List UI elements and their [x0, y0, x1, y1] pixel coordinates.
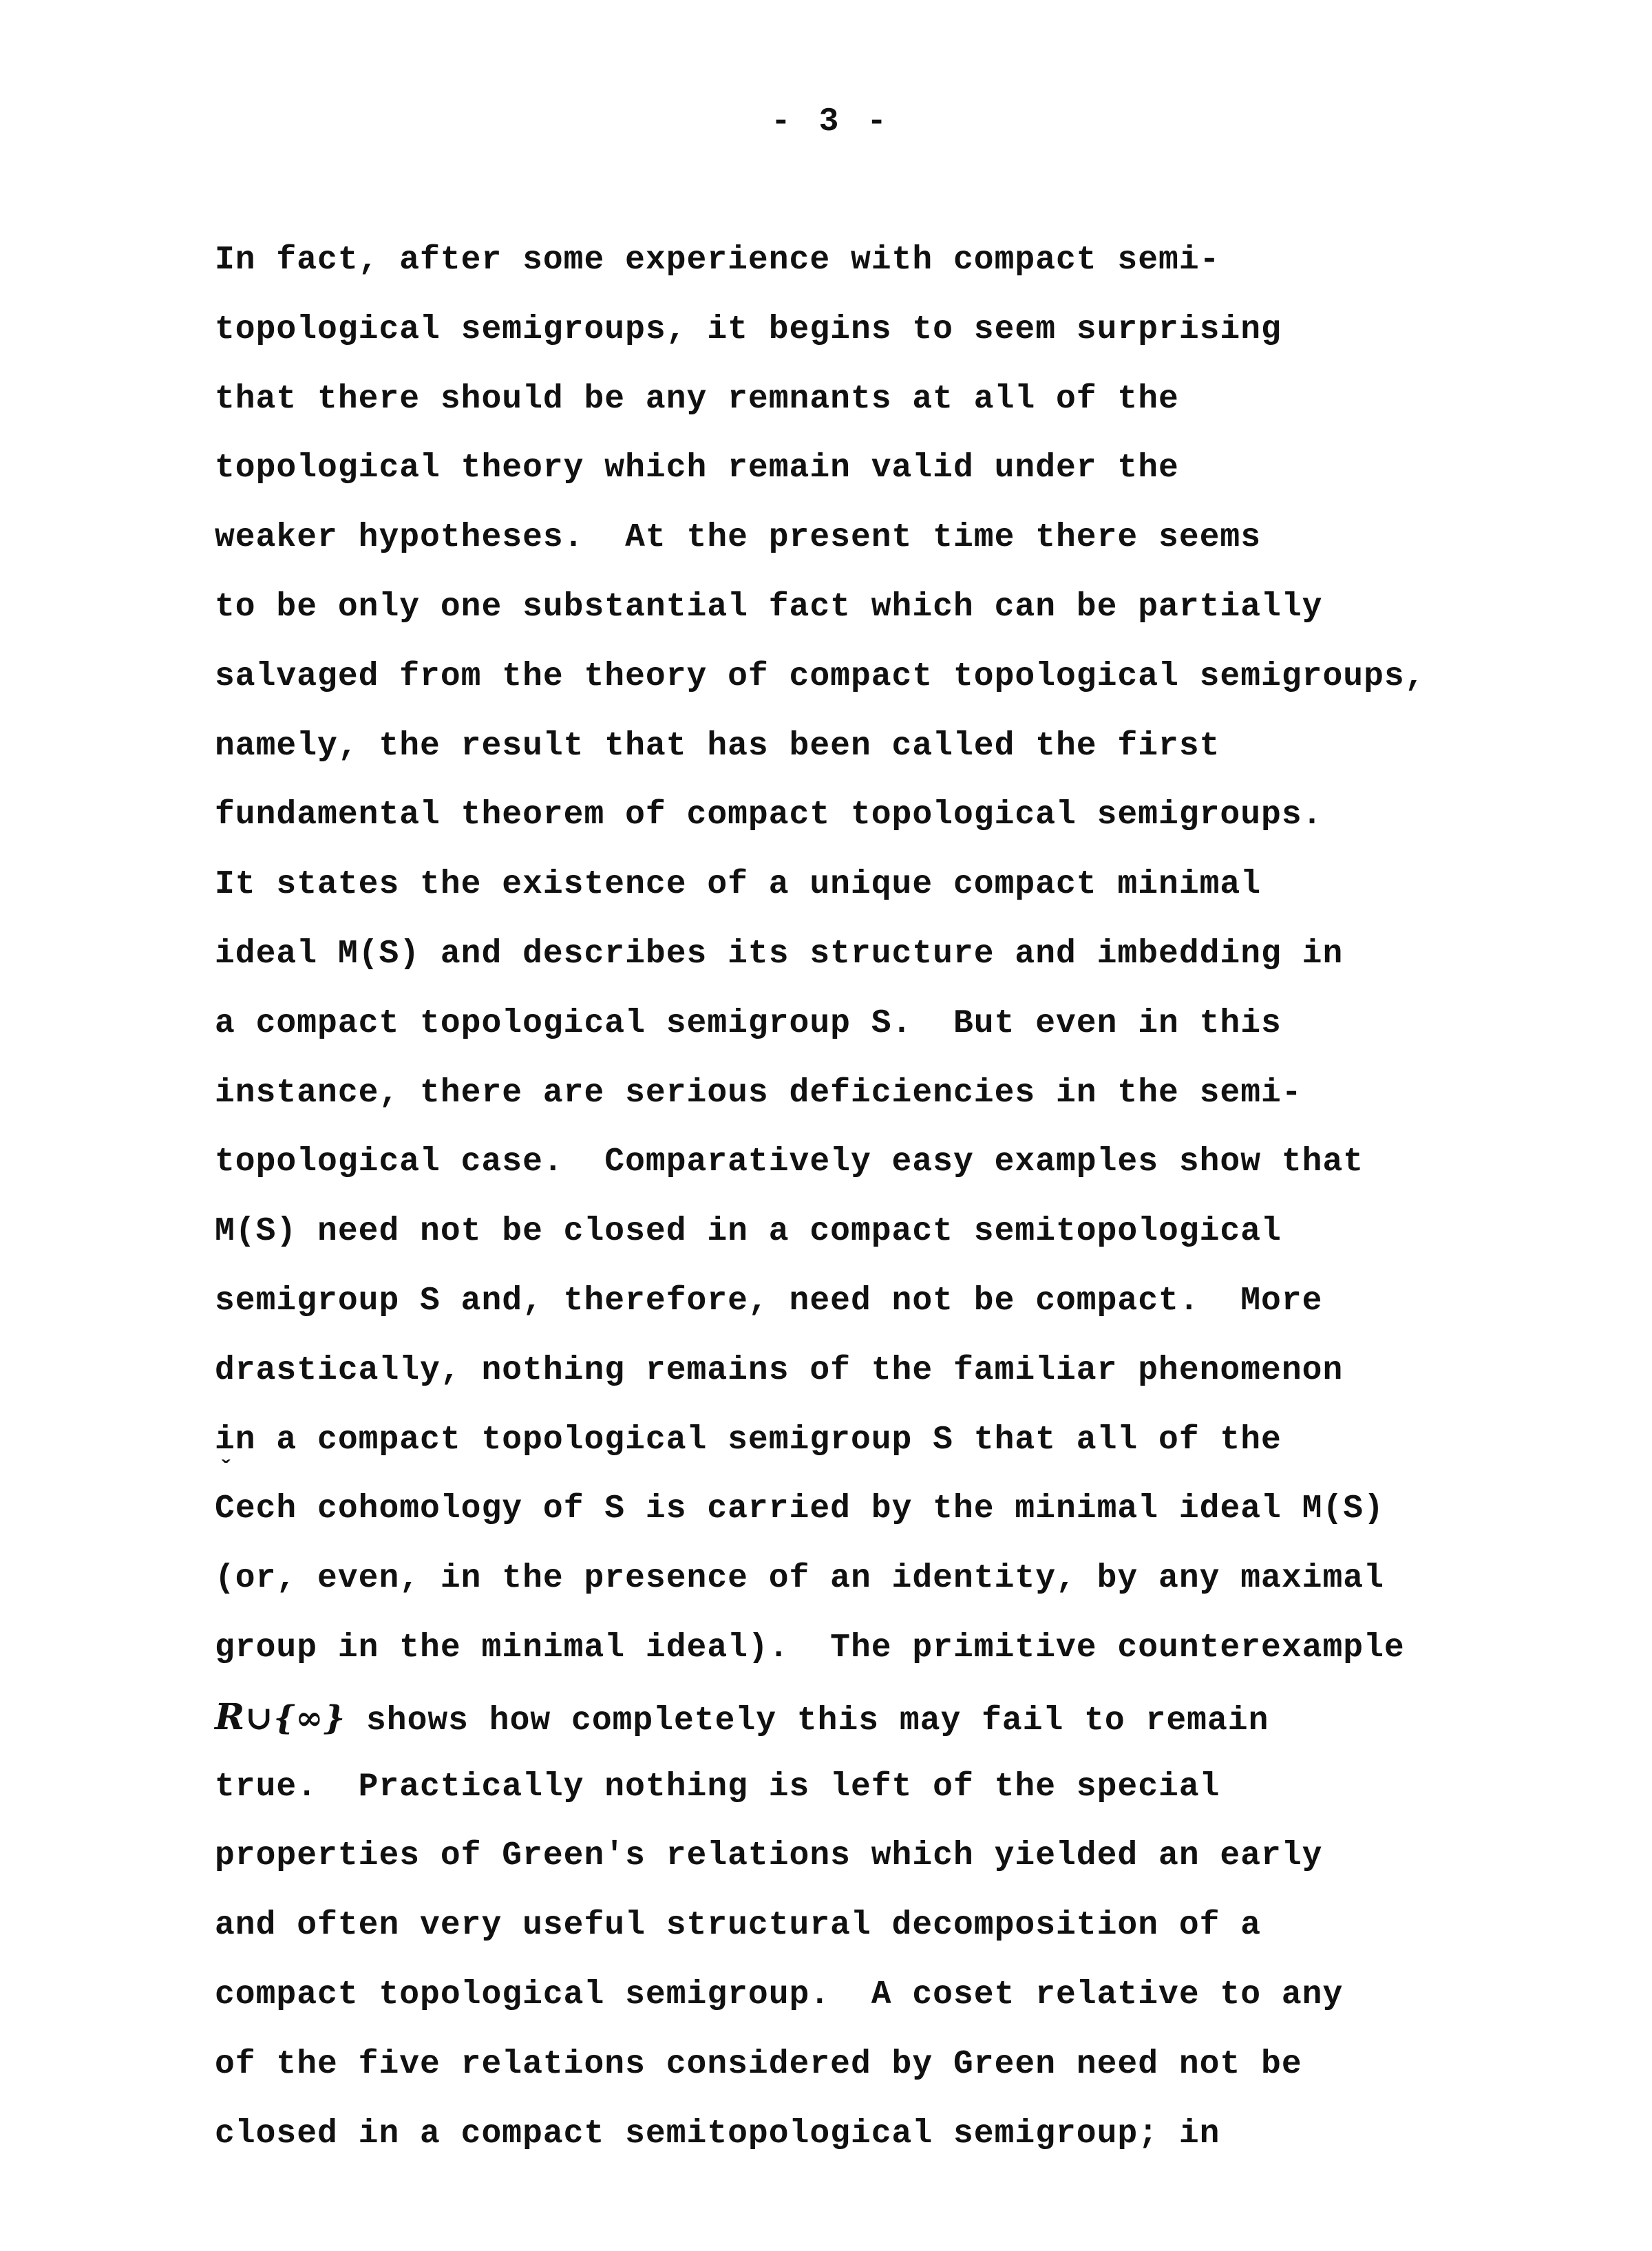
text-line: weaker hypotheses. At the present time there seems — [215, 519, 1262, 557]
body-text — [215, 226, 1619, 2168]
infinity-set: {∞} — [273, 1698, 346, 1737]
text-line: properties of Green's relations which yielded an early — [215, 1837, 1323, 1875]
text-line: topological semigroups, it begins to seem surprising — [215, 310, 1282, 348]
hacek-mark: ˇ — [219, 1458, 234, 1485]
text-line: M(S) need not be closed in a compact semitopological — [215, 1213, 1282, 1251]
text-line: true. Practically nothing is left of the special — [215, 1768, 1220, 1806]
text-line: (or, even, in the presence of an identity, by any maximal — [215, 1560, 1384, 1598]
text-line: group in the minimal ideal). The primitive counterexample — [215, 1629, 1405, 1667]
text-line: drastically, nothing remains of the familiar phenomenon — [215, 1351, 1344, 1389]
reals-line-rest: shows how completely this may fail to remain — [346, 1702, 1269, 1740]
text-line: to be only one substantial fact which can be partially — [215, 588, 1323, 626]
text-line: semigroup S and, therefore, need not be compact. More — [215, 1282, 1323, 1320]
text-line: In fact, after some experience with compact semi- — [215, 242, 1220, 279]
text-line: a compact topological semigroup S. But even in this — [215, 1004, 1282, 1042]
text-line: in a compact topological semigroup S that all of the — [215, 1421, 1282, 1459]
text-line: instance, there are serious deficiencies in the semi- — [215, 1074, 1302, 1112]
cech-line-rest: ech cohomology of S is carried by the minimal ideal M(S) — [235, 1490, 1384, 1528]
union-symbol: ∪ — [245, 1698, 274, 1737]
text-line: that there should be any remnants at all of the — [215, 380, 1179, 418]
text-line: compact topological semigroup. A coset relative to any — [215, 1976, 1344, 2014]
text-line: and often very useful structural decomposition of a — [215, 1907, 1262, 1945]
text-line: ideal M(S) and describes its structure and imbedding in — [215, 935, 1344, 973]
text-line: of the five relations considered by Green need not be — [215, 2045, 1302, 2083]
cech-initial: C — [215, 1490, 235, 1528]
reals-line — [215, 1683, 1619, 1753]
cech-line — [215, 1458, 1619, 1544]
text-line: topological case. Comparatively easy examples show that — [215, 1143, 1364, 1181]
text-line: It states the existence of a unique compact minimal — [215, 866, 1262, 904]
cech-letter — [215, 1458, 235, 1544]
text-line: topological theory which remain valid under the — [215, 450, 1179, 487]
text-line: closed in a compact semitopological semigroup; in — [215, 2115, 1220, 2153]
text-line: fundamental theorem of compact topological semigroups. — [215, 796, 1323, 834]
page-number: - 3 - — [771, 103, 891, 140]
reals-symbol: R — [215, 1695, 246, 1738]
text-line: salvaged from the theory of compact topological semigroups, — [215, 657, 1426, 695]
text-line: namely, the result that has been called the first — [215, 727, 1220, 765]
